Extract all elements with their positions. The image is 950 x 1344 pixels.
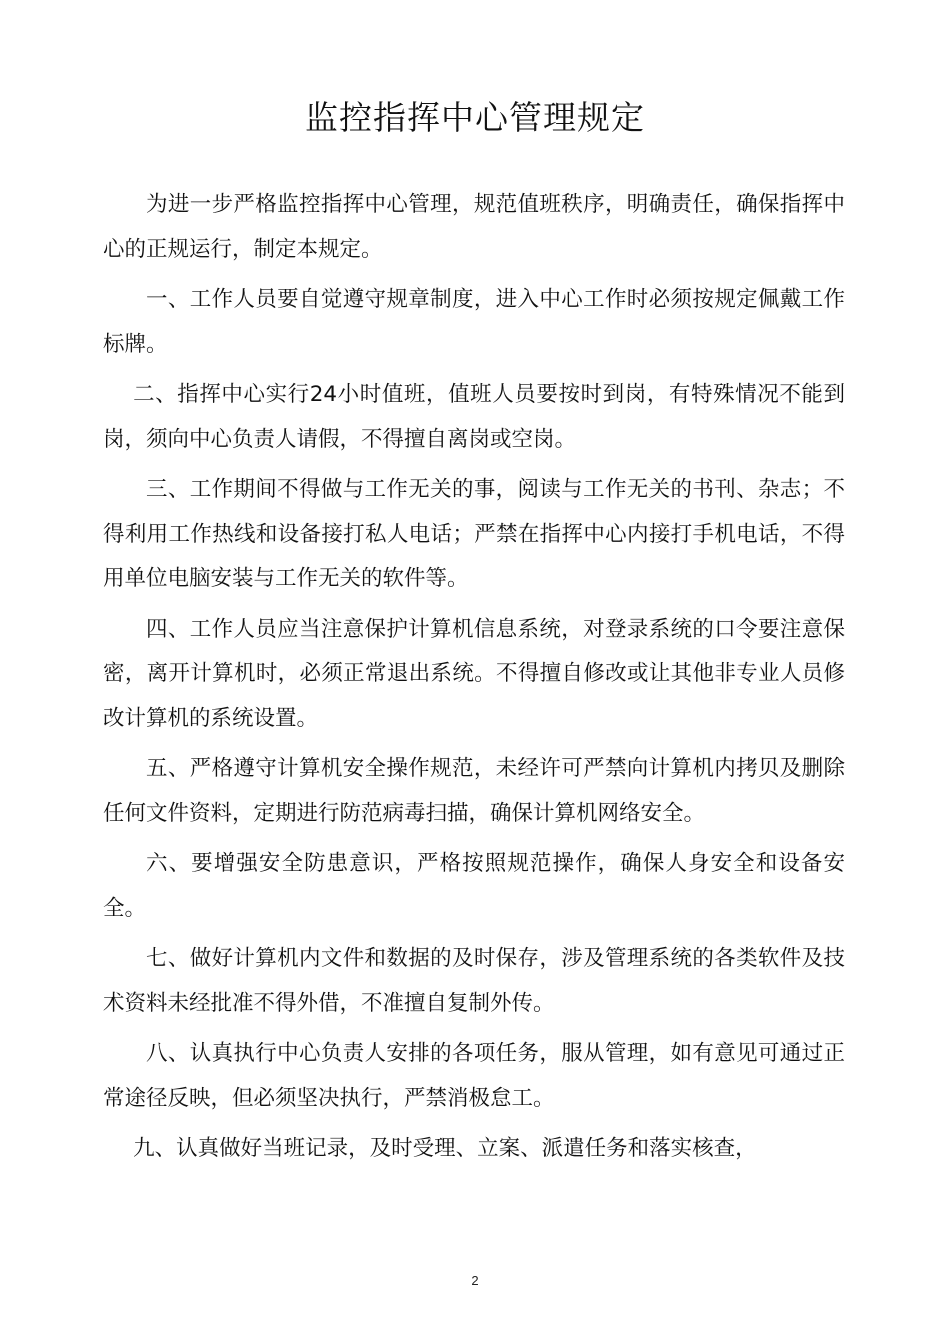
paragraph-6: 六、要增强安全防患意识，严格按照规范操作，确保人身安全和设备安全。 xyxy=(103,851,845,921)
paragraph-4: 四、工作人员应当注意保护计算机信息系统，对登录系统的口令要注意保密，离开计算机时，必须正常退出系统。不得擅自修改或让其他非专业人员修改计算机的系统设置。 xyxy=(103,616,845,731)
paragraph-5: 五、严格遵守计算机安全操作规范，未经许可严禁向计算机内拷贝及删除任何文件资料，定期进行防范病毒扫描，确保计算机网络安全。 xyxy=(103,756,845,826)
paragraph-2: 二、指挥中心实行24小时值班，值班人员要按时到岗，有特殊情况不能到岗，须向中心负责人请假，不得擅自离岗或空岗。 xyxy=(103,382,845,452)
paragraph-3: 三、工作期间不得做与工作无关的事，阅读与工作无关的书刊、杂志；不得利用工作热线和设备接打私人电话；严禁在指挥中心内接打手机电话，不得用单位电脑安装与工作无关的软件等。 xyxy=(103,477,845,591)
paragraph-7: 七、做好计算机内文件和数据的及时保存，涉及管理系统的各类软件及技术资料未经批准不得外借，不准擅自复制外传。 xyxy=(103,946,845,1016)
paragraph-intro: 为进一步严格监控指挥中心管理，规范值班秩序，明确责任，确保指挥中心的正规运行，制定本规定。 xyxy=(103,192,845,262)
paragraph-1: 一、工作人员要自觉遵守规章制度，进入中心工作时必须按规定佩戴工作标牌。 xyxy=(103,287,845,357)
document-title: 监控指挥中心管理规定 xyxy=(305,98,645,137)
page-number: 2 xyxy=(471,1273,479,1288)
paragraph-8: 八、认真执行中心负责人安排的各项任务，服从管理，如有意见可通过正常途径反映，但必须坚决执行，严禁消极怠工。 xyxy=(103,1041,845,1111)
paragraph-9: 九、认真做好当班记录，及时受理、立案、派遣任务和落实核查， xyxy=(133,1136,757,1161)
document-body xyxy=(103,183,845,1178)
